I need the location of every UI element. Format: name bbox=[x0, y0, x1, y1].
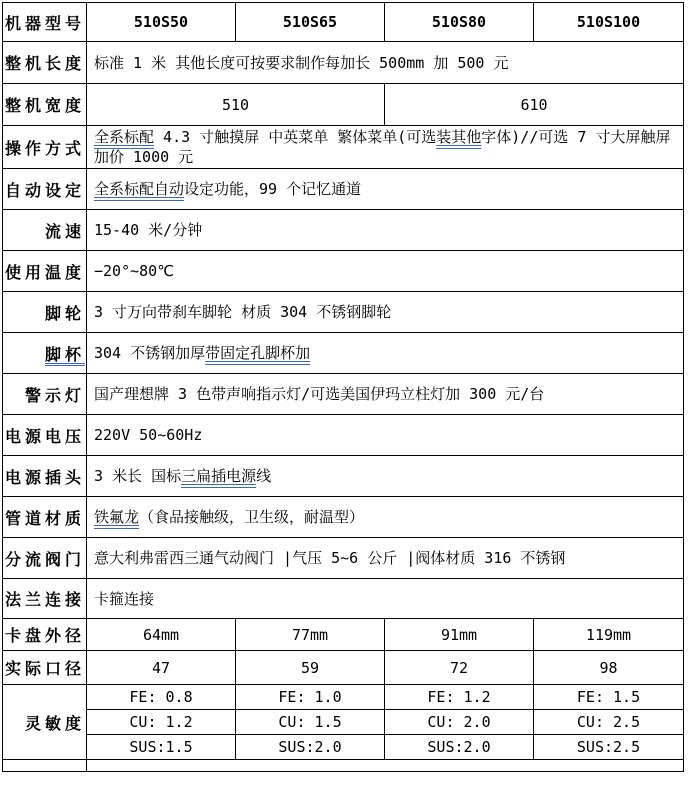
text-segment: 设定功能，99 个记忆通道 bbox=[184, 180, 362, 198]
text-segment: 铁氟龙 bbox=[94, 508, 140, 526]
spec-text-cell bbox=[87, 415, 684, 456]
spec-value: FE: 1.5 bbox=[534, 685, 684, 710]
spec-value: 510S65 bbox=[236, 3, 385, 42]
spec-value: CU: 1.2 bbox=[87, 710, 236, 735]
spec-text-cell bbox=[87, 538, 684, 579]
table-row bbox=[3, 619, 684, 651]
spec-value: 510S50 bbox=[87, 3, 236, 42]
spec-value: CU: 2.5 bbox=[534, 710, 684, 735]
spec-value: 59 bbox=[236, 651, 385, 685]
spec-label: 机器型号 bbox=[3, 3, 87, 42]
table-row bbox=[3, 456, 684, 497]
spec-value: 72 bbox=[385, 651, 534, 685]
spec-value: CU: 2.0 bbox=[385, 710, 534, 735]
table-row bbox=[3, 210, 684, 251]
spec-label bbox=[3, 760, 87, 772]
spec-value: 64mm bbox=[87, 619, 236, 651]
spec-label: 管道材质 bbox=[3, 497, 87, 538]
spec-label: 整机长度 bbox=[3, 42, 87, 84]
text-segment: 装其他 bbox=[436, 128, 482, 146]
text-segment: 卡箍连接 bbox=[94, 589, 155, 608]
table-row bbox=[3, 3, 684, 42]
table-row bbox=[3, 42, 684, 84]
spec-label: 脚轮 bbox=[3, 292, 87, 333]
spec-value: 510S100 bbox=[534, 3, 684, 42]
text-segment: 线 bbox=[256, 467, 272, 485]
table-row bbox=[3, 735, 684, 760]
text-segment: 3 米长 国标 bbox=[94, 467, 182, 485]
text-segment: 字体)//可选 7 寸大屏触屏加价 1000 元 bbox=[94, 128, 671, 166]
text-segment: 全系标配自动 bbox=[94, 180, 185, 198]
spec-text-cell bbox=[87, 374, 684, 415]
spec-label: 自动设定 bbox=[3, 169, 87, 210]
table-row bbox=[3, 760, 684, 772]
text-segment: 三扁插电源 bbox=[181, 467, 257, 485]
spec-label: 流速 bbox=[3, 210, 87, 251]
spec-label: 警示灯 bbox=[3, 374, 87, 415]
spec-value: 510 bbox=[87, 84, 385, 126]
spec-text-cell bbox=[87, 169, 684, 210]
spec-text-cell bbox=[87, 126, 684, 169]
spec-value: CU: 1.5 bbox=[236, 710, 385, 735]
text-segment: 国产理想牌 3 色带声响指示灯/可选美国伊玛立柱灯加 300 元/台 bbox=[94, 385, 545, 403]
text-segment: 标准 1 米 其他长度可按要求制作每加长 500mm 加 500 元 bbox=[94, 53, 509, 72]
spec-label: 分流阀门 bbox=[3, 538, 87, 579]
spec-value: FE: 1.2 bbox=[385, 685, 534, 710]
machine-spec-table bbox=[2, 2, 684, 772]
spec-value: SUS:2.5 bbox=[534, 735, 684, 760]
table-row bbox=[3, 169, 684, 210]
spec-text-cell bbox=[87, 333, 684, 374]
spec-value: 77mm bbox=[236, 619, 385, 651]
spec-value: 91mm bbox=[385, 619, 534, 651]
spec-empty-cell bbox=[87, 760, 684, 772]
table-row bbox=[3, 685, 684, 710]
text-segment: （食品接触级，卫生级，耐温型） bbox=[139, 508, 365, 526]
table-row bbox=[3, 333, 684, 374]
text-segment: 304 不锈钢加厚 bbox=[94, 344, 206, 362]
table-row bbox=[3, 251, 684, 292]
text-segment: 带固定孔脚杯加 bbox=[205, 344, 311, 362]
text-segment: 220V 50~60Hz bbox=[94, 426, 203, 444]
spec-table-body bbox=[3, 3, 684, 772]
table-row bbox=[3, 126, 684, 169]
table-row bbox=[3, 292, 684, 333]
spec-text-cell bbox=[87, 579, 684, 619]
spec-text-cell bbox=[87, 210, 684, 251]
spec-text-cell bbox=[87, 42, 684, 84]
table-row bbox=[3, 651, 684, 685]
spec-label: 法兰连接 bbox=[3, 579, 87, 619]
spec-value: 510S80 bbox=[385, 3, 534, 42]
spec-value: FE: 1.0 bbox=[236, 685, 385, 710]
spec-value: FE: 0.8 bbox=[87, 685, 236, 710]
spec-label: 灵敏度 bbox=[3, 685, 87, 760]
text-segment: 意大利弗雷西三通气动阀门 |气压 5~6 公斤 |阀体材质 316 不锈钢 bbox=[94, 549, 566, 567]
spec-value: SUS:1.5 bbox=[87, 735, 236, 760]
spec-text-cell bbox=[87, 292, 684, 333]
text-segment: −20°~80℃ bbox=[94, 262, 175, 280]
spec-label: 电源插头 bbox=[3, 456, 87, 497]
spec-label: 整机宽度 bbox=[3, 84, 87, 126]
spec-text-cell bbox=[87, 497, 684, 538]
spec-text-cell bbox=[87, 251, 684, 292]
table-row bbox=[3, 579, 684, 619]
text-segment: 全系标配 bbox=[94, 128, 155, 146]
table-row bbox=[3, 497, 684, 538]
table-row bbox=[3, 84, 684, 126]
spec-label: 卡盘外径 bbox=[3, 619, 87, 651]
spec-label: 电源电压 bbox=[3, 415, 87, 456]
spec-text-cell bbox=[87, 456, 684, 497]
text-segment: 15-40 米/分钟 bbox=[94, 221, 203, 239]
text-segment: 4.3 寸触摸屏 中英菜单 繁体菜单(可选 bbox=[154, 128, 437, 146]
table-row bbox=[3, 374, 684, 415]
spec-value: SUS:2.0 bbox=[236, 735, 385, 760]
spec-label: 操作方式 bbox=[3, 126, 87, 169]
table-row bbox=[3, 538, 684, 579]
spec-label: 脚杯 bbox=[3, 333, 87, 374]
text-segment: 3 寸万向带刹车脚轮 材质 304 不锈钢脚轮 bbox=[94, 303, 392, 321]
spec-label: 使用温度 bbox=[3, 251, 87, 292]
table-row bbox=[3, 415, 684, 456]
table-row bbox=[3, 710, 684, 735]
spec-value: 98 bbox=[534, 651, 684, 685]
spec-value: SUS:2.0 bbox=[385, 735, 534, 760]
spec-value: 47 bbox=[87, 651, 236, 685]
spec-value: 119mm bbox=[534, 619, 684, 651]
spec-label: 实际口径 bbox=[3, 651, 87, 685]
spec-value: 610 bbox=[385, 84, 684, 126]
